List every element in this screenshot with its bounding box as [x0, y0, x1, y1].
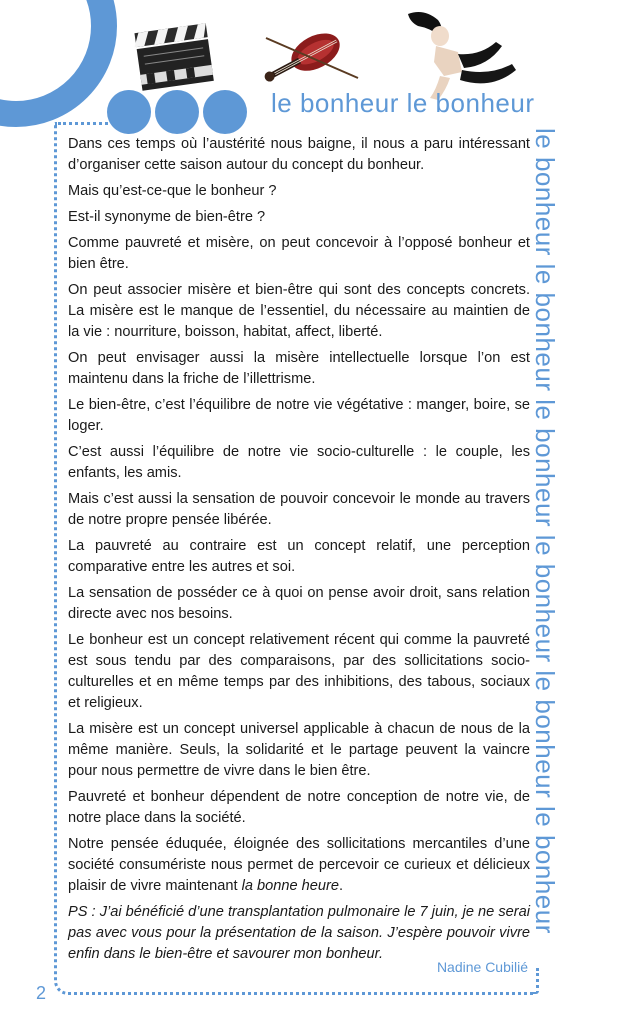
paragraph: On peut associer misère et bien-être qui sont des concepts concrets. La misère est le manque de l’essentiel, du nécessaire au maintien de la vie : nourriture, boisson, habitat, affect, liberté.	[68, 282, 530, 340]
paragraph: La sensation de posséder ce à quoi on pense avoir droit, sans relation directe avec nos besoins.	[68, 585, 530, 622]
side-title: le bonheur le bonheur le bonheur le bonheur le bonheur le bonheur	[530, 128, 560, 934]
postscript: PS : J’ai bénéficié d’une transplantation pulmonaire le 7 juin, je ne serai pas avec vous pour la présentation de la saison. J’espère pouvoir vivre enfin dans le bien-être et savourer mon bonheur.	[68, 904, 530, 962]
dotted-frame-top	[58, 122, 108, 125]
decorative-ring	[0, 0, 117, 127]
closing-text: Notre pensée éduquée, éloignée des sollicitations mercantiles d’une société consumériste nous permet de percevoir ce curieux et délicieux plaisir de vivre maintenant	[68, 836, 530, 894]
article-body	[68, 134, 530, 970]
clapperboard-icon	[132, 22, 216, 90]
paragraph: Le bien-être, c’est l’équilibre de notre vie végétative : manger, boire, se loger.	[68, 397, 530, 434]
closing-paragraph	[68, 834, 530, 897]
closing-emphasis: la bonne heure	[241, 878, 339, 894]
paragraph: Dans ces temps où l’austérité nous baigne, il nous a paru intéressant d’organiser cette saison autour du concept du bonheur.	[68, 136, 530, 173]
author-signature: Nadine Cubilié	[436, 959, 528, 975]
paragraph: Pauvreté et bonheur dépendent de notre conception de notre vie, de notre place dans la société.	[68, 789, 530, 826]
paragraph: Mais qu’est-ce-que le bonheur ?	[68, 183, 277, 199]
page-number: 2	[36, 983, 47, 1003]
paragraph: C’est aussi l’équilibre de notre vie socio-culturelle : le couple, les enfants, les amis.	[68, 444, 530, 481]
paragraph: La misère est un concept universel applicable à chacun de nous de la même manière. Seuls, la solidarité et le partage peuvent la vaincre pour nous permettre de vivre dans le bien être.	[68, 721, 530, 779]
dotted-frame-right	[536, 968, 539, 994]
closing-end: .	[338, 878, 344, 894]
paragraph: La pauvreté au contraire est un concept relatif, une perception comparative entre les autres et soi.	[68, 538, 530, 575]
paragraph: Mais c’est aussi la sensation de pouvoir concevoir le monde au travers de notre propre pensée libérée.	[68, 491, 530, 528]
paragraph: Le bonheur est un concept relativement récent qui comme la pauvreté est sous tendu par des comparaisons, par des sollicitations socio-culturelles et en même temps par des inhibitions, des tabous, sociaux et religieux.	[68, 632, 530, 711]
paragraph: Comme pauvreté et misère, on peut concevoir à l’opposé bonheur et bien être.	[68, 235, 530, 272]
header-title: le bonheur le bonheur	[271, 88, 535, 118]
violin-icon	[258, 18, 366, 90]
paragraph: Est-il synonyme de bien-être ?	[68, 209, 266, 225]
paragraph: On peut envisager aussi la misère intellectuelle lorsque l’on est maintenu dans la friche de l’illettrisme.	[68, 350, 530, 387]
